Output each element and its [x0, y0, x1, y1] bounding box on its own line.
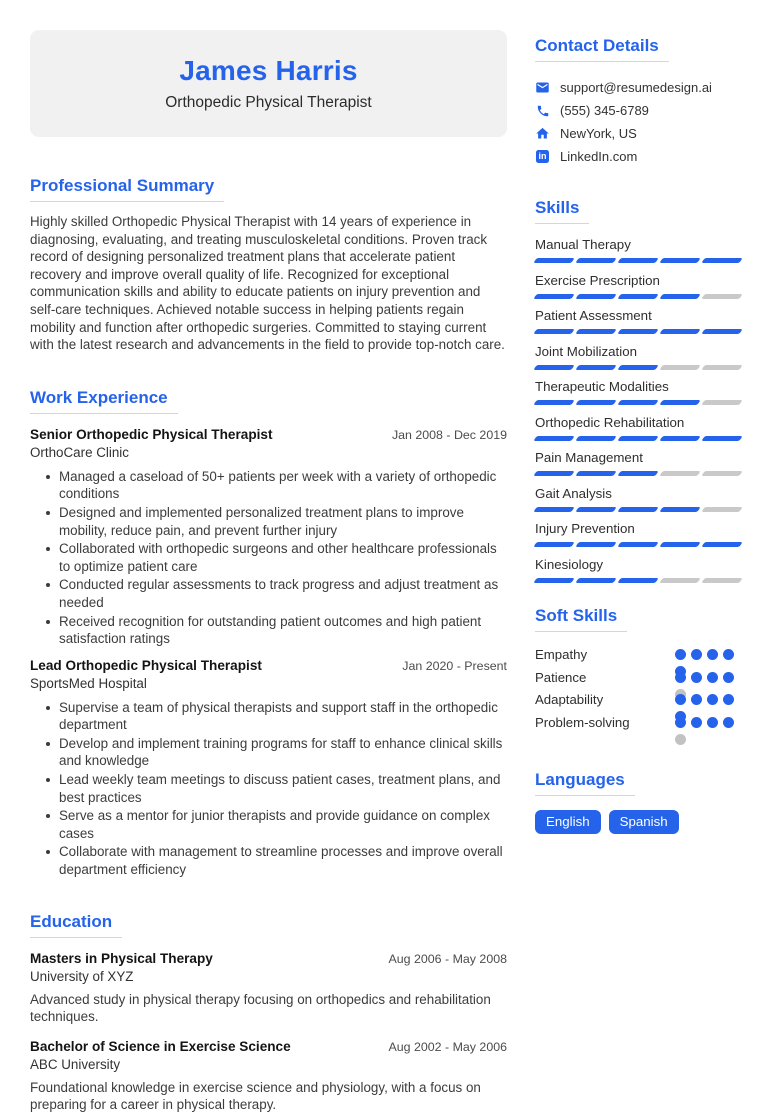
- contact-location: NewYork, US: [560, 126, 637, 141]
- skill-bar-segment: [659, 329, 701, 334]
- job-bullet: Serve as a mentor for junior therapists and provide guidance on complex cases: [30, 807, 507, 842]
- skill-bar-segment: [701, 471, 743, 476]
- skill-bar-segment: [533, 578, 575, 583]
- right-column: [535, 30, 741, 1114]
- section-soft-skills: [535, 600, 741, 734]
- job-bullet: Lead weekly team meetings to discuss patient cases, treatment plans, and best practices: [30, 771, 507, 806]
- skill-bar-segment: [533, 507, 575, 512]
- section-languages: [535, 764, 741, 834]
- skill-bar-segment: [617, 258, 659, 263]
- header-card: [30, 30, 507, 137]
- soft-skill-dot: [723, 672, 734, 683]
- soft-skill-dot: [707, 717, 718, 728]
- education-entry: [30, 951, 507, 1026]
- skill-bar-segment: [701, 578, 743, 583]
- linkedin-icon: in: [535, 150, 550, 163]
- skill-bar: [535, 436, 741, 441]
- language-chip: Spanish: [609, 810, 679, 834]
- skill-bar-segment: [617, 329, 659, 334]
- skill-bar-segment: [575, 507, 617, 512]
- contact-linkedin: LinkedIn.com: [560, 149, 638, 164]
- skill-item: Orthopedic Rehabilitation: [535, 415, 741, 441]
- school-name: University of XYZ: [30, 968, 134, 984]
- soft-skill-item: Adaptability: [535, 689, 741, 712]
- skill-bar-segment: [533, 436, 575, 441]
- languages-heading: Languages: [535, 764, 741, 796]
- job-entry: [30, 427, 507, 648]
- skill-bar-segment: [659, 471, 701, 476]
- skill-bar-segment: [575, 578, 617, 583]
- soft-skill-dot: [723, 717, 734, 728]
- skill-bar-segment: [659, 400, 701, 405]
- section-education: [30, 906, 507, 1114]
- degree-title: Masters in Physical Therapy: [30, 950, 213, 966]
- skills-list: [535, 237, 741, 583]
- skill-bar-segment: [575, 542, 617, 547]
- experience-heading: Work Experience: [30, 382, 507, 414]
- email-icon: [535, 80, 550, 95]
- skill-item: Therapeutic Modalities: [535, 379, 741, 405]
- skill-bar: [535, 365, 741, 370]
- skill-bar: [535, 471, 741, 476]
- skill-bar-segment: [659, 542, 701, 547]
- soft-skill-dot: [707, 649, 718, 660]
- skill-bar-segment: [659, 294, 701, 299]
- skill-bar: [535, 578, 741, 583]
- home-icon: [535, 126, 550, 141]
- soft-skill-dot: [723, 649, 734, 660]
- skill-item: Patient Assessment: [535, 308, 741, 334]
- summary-text: Highly skilled Orthopedic Physical Therapist with 14 years of experience in diagnosing, evaluating, and treating musculoskeletal conditions. Proven track record of designing personalized treatment plans that accelerate patient recovery and improve overall quality of life. Recognized for exceptional communication skills and ability to educate patients on injury prevention and self-care techniques. Achieved notable success in helping patients regain mobility and function after orthopedic surgeries. Committed to staying current with the latest research and advancements in the field to provide top-notch care.: [30, 214, 505, 353]
- skill-bar-segment: [617, 294, 659, 299]
- soft-skill-dot: [723, 694, 734, 705]
- soft-skills-list: [535, 644, 741, 734]
- job-header: [30, 427, 507, 442]
- education-heading: Education: [30, 906, 507, 938]
- education-entry: [30, 1039, 507, 1114]
- degree-title: Bachelor of Science in Exercise Science: [30, 1038, 291, 1054]
- section-contact-details: [535, 30, 741, 168]
- skill-bar: [535, 294, 741, 299]
- skill-bar-segment: [575, 294, 617, 299]
- skill-bar-segment: [701, 400, 743, 405]
- skill-bar-segment: [533, 329, 575, 334]
- skill-bar-segment: [659, 258, 701, 263]
- job-bullet: Supervise a team of physical therapists and support staff in the orthopedic department: [30, 699, 507, 734]
- soft-skill-item: Patience: [535, 666, 741, 689]
- soft-skill-dots: [675, 717, 734, 728]
- skill-item: Joint Mobilization: [535, 344, 741, 370]
- phone-icon: [535, 104, 550, 118]
- soft-skill-dot: [675, 734, 686, 745]
- education-description: Advanced study in physical therapy focusing on orthopedics and rehabilitation techniques.: [30, 991, 491, 1025]
- contact-row-linkedin: [535, 145, 741, 168]
- summary-heading: Professional Summary: [30, 170, 507, 202]
- skill-bar-segment: [575, 365, 617, 370]
- school-name: ABC University: [30, 1056, 121, 1072]
- skill-bar-segment: [659, 436, 701, 441]
- contact-heading: Contact Details: [535, 30, 741, 62]
- contact-phone: (555) 345-6789: [560, 103, 649, 118]
- job-bullet: Develop and implement training programs for staff to enhance clinical skills and knowledge: [30, 735, 507, 770]
- contact-email: support@resumedesign.ai: [560, 80, 712, 95]
- job-bullet: Conducted regular assessments to track progress and adjust treatment as needed: [30, 576, 507, 611]
- soft-skill-dot: [707, 694, 718, 705]
- skill-bar: [535, 507, 741, 512]
- job-bullet-list: [30, 699, 507, 879]
- soft-skill-dot: [691, 649, 702, 660]
- skill-bar-segment: [617, 436, 659, 441]
- skill-bar: [535, 542, 741, 547]
- skill-bar-segment: [533, 471, 575, 476]
- soft-skill-dot: [675, 672, 686, 683]
- job-dates: Jan 2008 - Dec 2019: [391, 427, 507, 442]
- skill-bar: [535, 400, 741, 405]
- skill-item: Injury Prevention: [535, 521, 741, 547]
- job-title: Lead Orthopedic Physical Therapist: [30, 657, 262, 673]
- skill-bar-segment: [701, 329, 743, 334]
- soft-skill-dot: [691, 672, 702, 683]
- soft-skill-dot: [707, 672, 718, 683]
- skill-bar-segment: [701, 542, 743, 547]
- soft-skill-item: Problem-solving: [535, 711, 741, 734]
- skill-bar-segment: [659, 578, 701, 583]
- candidate-title: Orthopedic Physical Therapist: [165, 94, 372, 111]
- skill-item: Pain Management: [535, 450, 741, 476]
- soft-skill-dot: [675, 649, 686, 660]
- job-company: OrthoCare Clinic: [30, 444, 129, 460]
- language-chip: English: [535, 810, 601, 834]
- skill-item: Manual Therapy: [535, 237, 741, 263]
- education-header: [30, 951, 507, 966]
- skill-bar-segment: [533, 365, 575, 370]
- skill-bar-segment: [701, 436, 743, 441]
- job-bullet: Managed a caseload of 50+ patients per week with a variety of orthopedic conditions: [30, 468, 507, 503]
- skill-item: Exercise Prescription: [535, 273, 741, 299]
- job-bullet: Collaborate with management to streamline processes and improve overall department efficiency: [30, 843, 507, 878]
- skill-bar-segment: [617, 507, 659, 512]
- contact-row-email: [535, 76, 741, 99]
- section-skills: [535, 192, 741, 583]
- soft-skills-heading: Soft Skills: [535, 600, 741, 632]
- skill-bar-segment: [575, 400, 617, 405]
- job-entry: [30, 658, 507, 879]
- skill-bar-segment: [701, 365, 743, 370]
- skill-bar-segment: [617, 542, 659, 547]
- soft-skill-dot: [675, 717, 686, 728]
- skill-bar-segment: [701, 507, 743, 512]
- skill-item: Gait Analysis: [535, 486, 741, 512]
- skill-bar-segment: [575, 471, 617, 476]
- soft-skill-dots: [675, 649, 734, 660]
- skill-bar: [535, 329, 741, 334]
- skills-heading: Skills: [535, 192, 741, 224]
- skill-item: Kinesiology: [535, 557, 741, 583]
- soft-skill-dot: [691, 717, 702, 728]
- skill-bar-segment: [617, 471, 659, 476]
- job-bullet-list: [30, 468, 507, 648]
- skill-bar-segment: [617, 365, 659, 370]
- skill-bar-segment: [617, 400, 659, 405]
- education-description: Foundational knowledge in exercise science and physiology, with a focus on preparing for a career in physical therapy.: [30, 1079, 481, 1113]
- contact-list: [535, 76, 741, 168]
- skill-bar-segment: [575, 436, 617, 441]
- section-work-experience: [30, 382, 507, 879]
- education-dates: Aug 2002 - May 2006: [388, 1039, 507, 1054]
- job-title: Senior Orthopedic Physical Therapist: [30, 426, 273, 442]
- job-header: [30, 658, 507, 673]
- job-bullet: Collaborated with orthopedic surgeons and other healthcare professionals to optimize patient care: [30, 540, 507, 575]
- skill-bar-segment: [701, 294, 743, 299]
- skill-bar-segment: [575, 329, 617, 334]
- language-chips: [535, 810, 741, 834]
- skill-bar-segment: [533, 258, 575, 263]
- skill-bar-segment: [701, 258, 743, 263]
- soft-skill-dot: [691, 694, 702, 705]
- soft-skill-dots: [675, 694, 734, 705]
- job-company: SportsMed Hospital: [30, 675, 147, 691]
- skill-bar-segment: [659, 507, 701, 512]
- candidate-name: James Harris: [179, 55, 358, 86]
- contact-row-phone: [535, 99, 741, 122]
- education-header: [30, 1039, 507, 1054]
- skill-bar: [535, 258, 741, 263]
- job-dates: Jan 2020 - Present: [402, 658, 507, 673]
- soft-skill-dots: [675, 672, 734, 683]
- skill-bar-segment: [533, 294, 575, 299]
- skill-bar-segment: [659, 365, 701, 370]
- skill-bar-segment: [575, 258, 617, 263]
- education-dates: Aug 2006 - May 2008: [388, 951, 507, 966]
- section-professional-summary: [30, 170, 507, 354]
- contact-row-location: [535, 122, 741, 145]
- job-bullet: Received recognition for outstanding patient outcomes and high patient satisfaction ratings: [30, 613, 507, 648]
- soft-skill-item: Empathy: [535, 644, 741, 667]
- skill-bar-segment: [533, 542, 575, 547]
- skill-bar-segment: [533, 400, 575, 405]
- job-bullet: Designed and implemented personalized treatment plans to improve mobility, reduce pain, and prevent further injury: [30, 504, 507, 539]
- soft-skill-dot: [675, 694, 686, 705]
- left-column: [30, 30, 507, 1114]
- skill-bar-segment: [617, 578, 659, 583]
